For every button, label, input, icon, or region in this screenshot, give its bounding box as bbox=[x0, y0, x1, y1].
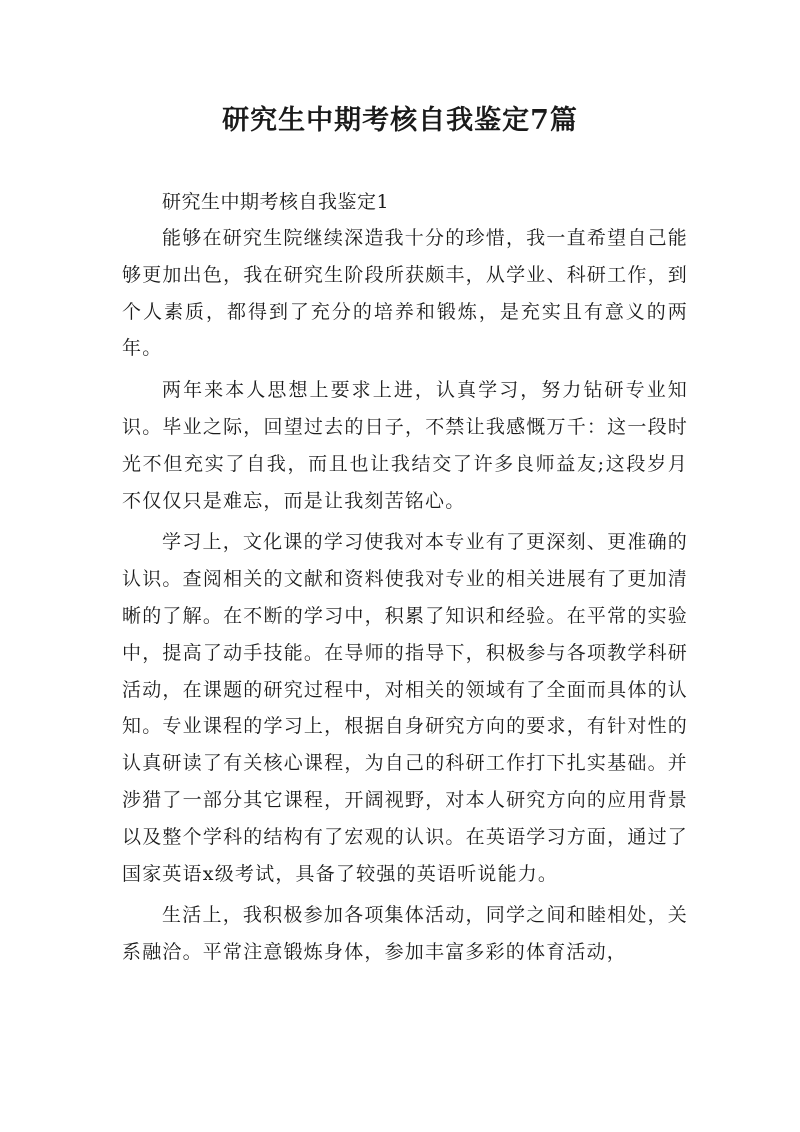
document-title: 研究生中期考核自我鉴定7篇 bbox=[222, 105, 578, 136]
paragraph-4: 生活上，我积极参加各项集体活动，同学之间和睦相处，关系融洽。平常注意锻炼身体，参加丰富多彩的体育活动， bbox=[122, 904, 688, 964]
document-body bbox=[122, 184, 688, 976]
section-heading: 研究生中期考核自我鉴定1 bbox=[162, 191, 390, 213]
paragraph-2: 两年来本人思想上要求上进，认真学习，努力钻研专业知识。毕业之际，回望过去的日子，不禁让我感慨万千：这一段时光不但充实了自我，而且也让我结交了许多良师益友;这段岁月不仅仅只是难忘，而是让我刻苦铭心。 bbox=[122, 379, 688, 512]
paragraph-3: 学习上，文化课的学习使我对本专业有了更深刻、更准确的认识。查阅相关的文献和资料使我对专业的相关进展有了更加清晰的了解。在不断的学习中，积累了知识和经验。在平常的实验中，提高了动手技能。在导师的指导下，积极参与各项教学科研活动，在课题的研究过程中，对相关的领域有了全面而具体的认知。专业课程的学习上，根据自身研究方向的要求，有针对性的认真研读了有关核心课程，为自己的科研工作打下扎实基础。并涉猎了一部分其它课程，开阔视野，对本人研究方向的应用背景以及整个学科的结构有了宏观的认识。在英语学习方面，通过了国家英语x级考试，具备了较强的英语听说能力。 bbox=[122, 531, 688, 885]
paragraph-1: 能够在研究生院继续深造我十分的珍惜，我一直希望自己能够更加出色，我在研究生阶段所获颇丰，从学业、科研工作，到个人素质，都得到了充分的培养和锻炼，是充实且有意义的两年。 bbox=[122, 227, 688, 360]
